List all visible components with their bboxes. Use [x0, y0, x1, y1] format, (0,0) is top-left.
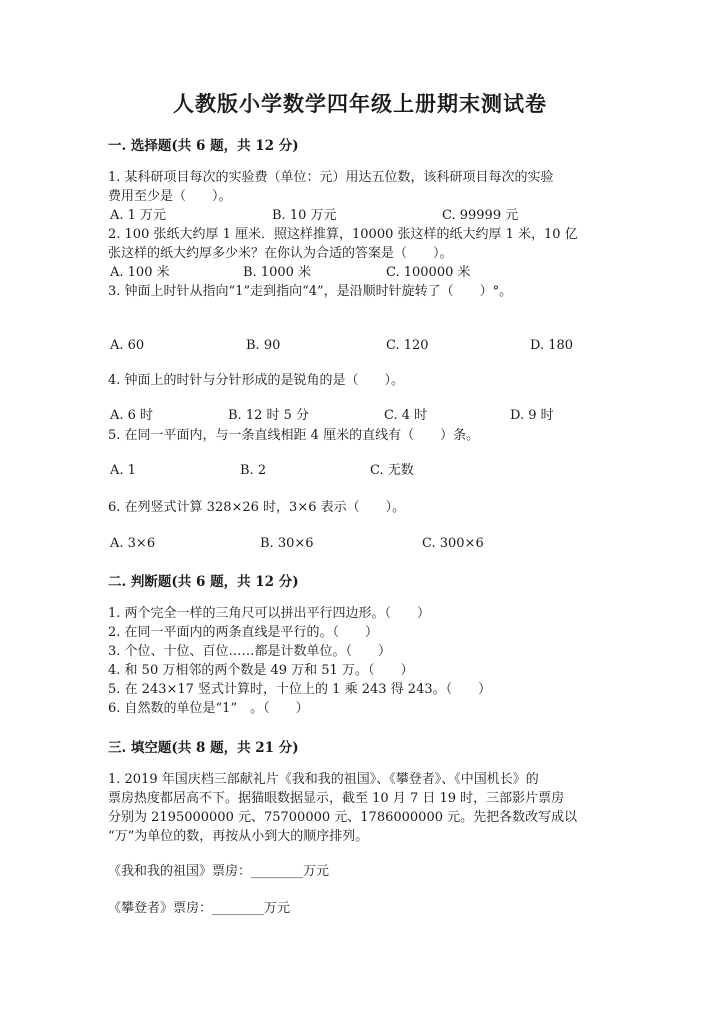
true-false-item-6: 6. 自然数的单位是“1” 。（ ）: [108, 701, 309, 716]
question-3-option-a[interactable]: A. 60: [110, 338, 145, 353]
question-2-option-b[interactable]: B. 1000 米: [243, 265, 312, 280]
question-5-option-c[interactable]: C. 无数: [370, 463, 414, 478]
question-6-option-b[interactable]: B. 30×6: [260, 536, 314, 551]
question-3-option-d[interactable]: D. 180: [530, 338, 574, 353]
fill-question-1-line-1: 1. 2019 年国庆档三部献礼片《我和我的祖国》、《攀登者》、《中国机长》的: [108, 772, 539, 787]
section-heading-fill-blank: 三. 填空题(共 8 题，共 21 分): [108, 740, 299, 756]
question-4-option-b[interactable]: B. 12 时 5 分: [228, 408, 310, 423]
question-1-option-c[interactable]: C. 99999 元: [442, 208, 519, 223]
true-false-item-2: 2. 在同一平面内的两条直线是平行的。（ ）: [108, 625, 379, 640]
question-6-option-c[interactable]: C. 300×6: [422, 536, 484, 551]
question-2-option-a[interactable]: A. 100 米: [110, 265, 170, 280]
question-1-option-b[interactable]: B. 10 万元: [272, 208, 337, 223]
page-title: 人教版小学数学四年级上册期末测试卷: [173, 91, 547, 116]
question-4-option-a[interactable]: A. 6 时: [110, 408, 154, 423]
question-3-line-1: 3. 钟面上时针从指向“1”走到指向“4”，是沿顺时针旋转了（ ）°。: [108, 284, 513, 299]
question-5-option-b[interactable]: B. 2: [240, 463, 267, 478]
question-4-option-c[interactable]: C. 4 时: [384, 408, 428, 423]
fill-blank-box-office-1[interactable]: 《我和我的祖国》票房：________万元: [108, 864, 330, 879]
question-3-option-b[interactable]: B. 90: [246, 338, 281, 353]
true-false-item-1: 1. 两个完全一样的三角尺可以拼出平行四边形。（ ）: [108, 606, 431, 621]
true-false-item-4: 4. 和 50 万相邻的两个数是 49 万和 51 万。（ ）: [108, 663, 414, 678]
question-5-line-1: 5. 在同一平面内，与一条直线相距 4 厘米的直线有（ ）条。: [108, 428, 480, 443]
fill-question-1-line-4: “万”为单位的数，再按从小到大的顺序排列。: [108, 829, 369, 844]
question-4-line-1: 4. 钟面上的时针与分针形成的是锐角的是（ ）。: [108, 373, 405, 388]
question-2-line-1: 2. 100 张纸大约厚 1 厘米．照这样推算，10000 张这样的纸大约厚 1 米，10 亿: [108, 227, 578, 242]
fill-question-1-line-3: 分别为 2195000000 元、75700000 元、1786000000 元。先把各数改写成以: [108, 810, 578, 825]
section-heading-true-false: 二. 判断题(共 6 题，共 12 分): [108, 574, 299, 590]
section-heading-choice: 一. 选择题(共 6 题，共 12 分): [108, 138, 299, 154]
question-4-option-d[interactable]: D. 9 时: [510, 408, 554, 423]
fill-blank-box-office-2[interactable]: 《攀登者》票房：________万元: [108, 901, 291, 916]
fill-question-1-line-2: 票房热度都居高不下。据猫眼数据显示，截至 10 月 7 日 19 时，三部影片票房: [108, 791, 565, 806]
question-6-option-a[interactable]: A. 3×6: [110, 536, 156, 551]
question-2-option-c[interactable]: C. 100000 米: [386, 265, 471, 280]
question-1-option-a[interactable]: A. 1 万元: [110, 208, 167, 223]
question-2-line-2: 张这样的纸大约厚多少米？在你认为合适的答案是（ ）。: [108, 246, 453, 261]
true-false-item-5: 5. 在 243×17 竖式计算时，十位上的 1 乘 243 得 243。（ ）: [108, 682, 492, 697]
question-6-line-1: 6. 在列竖式计算 328×26 时，3×6 表示（ ）。: [108, 500, 406, 515]
question-3-option-c[interactable]: C. 120: [386, 338, 429, 353]
question-5-option-a[interactable]: A. 1: [110, 463, 136, 478]
question-1-line-2: 费用至少是（ ）。: [108, 189, 232, 204]
true-false-item-3: 3. 个位、十位、百位……都是计数单位。（ ）: [108, 644, 392, 659]
question-1-line-1: 1. 某科研项目每次的实验费（单位：元）用达五位数，该科研项目每次的实验: [108, 170, 554, 185]
